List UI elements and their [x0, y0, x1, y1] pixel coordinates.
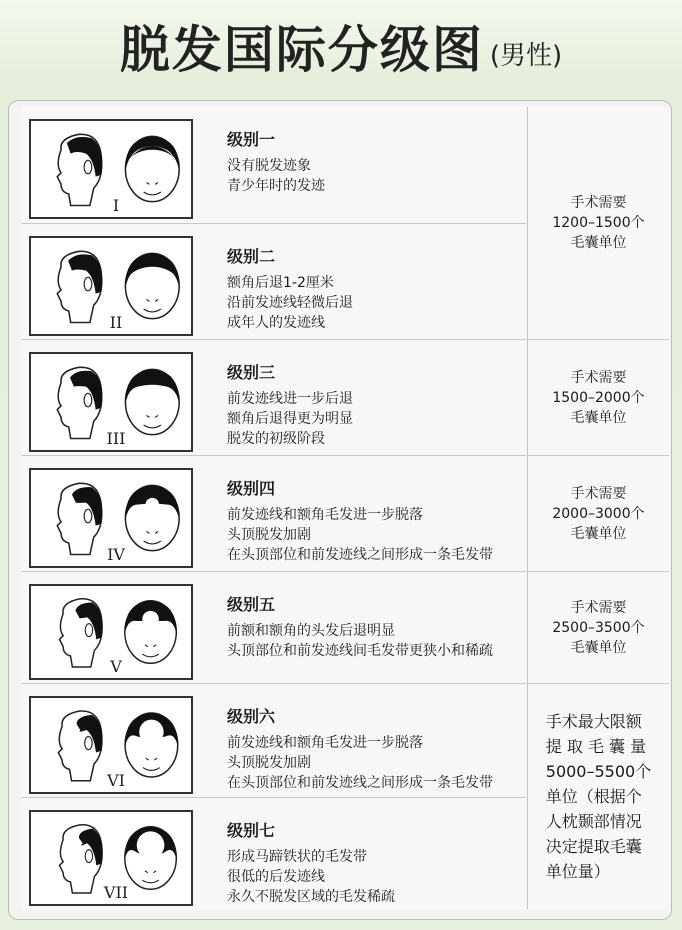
hair-loss-illustration [29, 584, 193, 680]
surgery-text: 手术需要 [570, 599, 627, 616]
level-row [21, 339, 526, 455]
surgery-text: 单位（根据个 [545, 787, 642, 806]
level-description [227, 476, 527, 565]
hair-loss-illustration [29, 352, 193, 452]
level-description-line: 脱发的初级阶段 [227, 431, 325, 447]
surgery-text: 手术需要 [570, 369, 627, 386]
hair-loss-illustration [29, 119, 193, 219]
surgery-text: 毛囊单位 [570, 639, 627, 656]
level-row [21, 455, 526, 571]
page-title: 脱发国际分级图 [119, 21, 484, 79]
level-row [21, 797, 526, 909]
level-description-line: 很低的后发迹线 [227, 869, 325, 885]
hair-loss-illustration [29, 696, 193, 794]
surgery-text: 1200–1500个 [552, 215, 645, 231]
surgery-text: 决定提取毛囊 [545, 837, 642, 856]
grading-table [8, 100, 672, 920]
surgery-text: 手术需要 [570, 485, 627, 502]
level-title: 级别五 [227, 595, 276, 614]
level-roman-numeral: VII [103, 883, 129, 902]
level-title: 级别二 [227, 247, 276, 266]
level-roman-numeral: VI [107, 771, 125, 790]
surgery-text: 毛囊单位 [570, 235, 627, 251]
level-title: 级别六 [227, 707, 276, 726]
level-description [227, 360, 527, 449]
level-description-line: 头顶脱发加剧 [227, 527, 311, 543]
surgery-text: 毛囊单位 [570, 525, 627, 542]
level-description-line: 前发迹线和额角毛发进一步脱落 [227, 507, 423, 523]
level-description-line: 前发迹线进一步后退 [227, 391, 353, 407]
surgery-text: 人枕颞部情况 [545, 812, 642, 831]
level-roman-numeral: III [106, 429, 126, 448]
hair-loss-illustration [29, 468, 193, 568]
level-description-line: 额角后退1-2厘米 [227, 275, 334, 291]
level-description [227, 592, 527, 661]
level-description-line: 前发迹线和额角毛发进一步脱落 [227, 735, 423, 751]
hair-loss-illustration [29, 236, 193, 336]
level-description-line: 没有脱发迹象 [227, 158, 311, 174]
level-roman-numeral: II [109, 313, 123, 332]
surgery-text: 5000–5500个 [545, 762, 652, 781]
level-title: 级别三 [227, 363, 276, 382]
surgery-cell-4 [527, 571, 669, 683]
hair-loss-illustration [29, 810, 193, 906]
surgery-text: 2500–3500个 [552, 619, 645, 636]
level-roman-numeral: IV [107, 545, 125, 564]
level-row [21, 683, 526, 797]
level-description-line: 头顶部位和前发迹线间毛发带更狭小和稀疏 [227, 643, 493, 659]
surgery-cell-3 [527, 455, 669, 571]
level-title: 级别四 [227, 479, 276, 498]
level-description-line: 头顶脱发加剧 [227, 755, 311, 771]
surgery-text: 手术需要 [570, 195, 627, 211]
level-title: 级别七 [227, 821, 276, 840]
surgery-cell-1 [527, 107, 669, 339]
level-description-line: 沿前发迹线轻微后退 [227, 295, 353, 311]
level-description [227, 244, 527, 333]
level-roman-numeral: I [112, 196, 120, 215]
level-row [21, 223, 526, 339]
surgery-text: 提 取 毛 囊 量 [545, 737, 647, 756]
level-description-line: 永久不脱发区域的毛发稀疏 [227, 889, 395, 905]
level-description [227, 704, 527, 793]
level-roman-numeral: V [110, 657, 122, 676]
level-row [21, 107, 526, 223]
level-description-line: 形成马蹄铁状的毛发带 [227, 849, 367, 865]
surgery-text: 1500–2000个 [552, 389, 645, 406]
page-subtitle: (男性) [489, 40, 563, 71]
surgery-text: 2000–3000个 [552, 505, 645, 522]
level-description-line: 额角后退得更为明显 [227, 411, 353, 427]
surgery-cell-2 [527, 339, 669, 455]
surgery-text: 单位量） [545, 862, 610, 881]
level-description-line: 成年人的发迹线 [227, 315, 325, 331]
surgery-text: 手术最大限额 [545, 712, 642, 731]
page-header [0, 0, 682, 92]
level-description [227, 127, 527, 196]
surgery-text: 毛囊单位 [570, 409, 627, 426]
level-title: 级别一 [227, 130, 276, 149]
level-description-line: 前额和额角的头发后退明显 [227, 623, 395, 639]
surgery-cell-5 [527, 683, 669, 909]
level-description-line: 在头顶部位和前发迹线之间形成一条毛发带 [227, 547, 493, 563]
level-description [227, 818, 527, 907]
level-row [21, 571, 526, 683]
level-description-line: 青少年时的发迹 [227, 178, 325, 194]
level-description-line: 在头顶部位和前发迹线之间形成一条毛发带 [227, 775, 493, 791]
